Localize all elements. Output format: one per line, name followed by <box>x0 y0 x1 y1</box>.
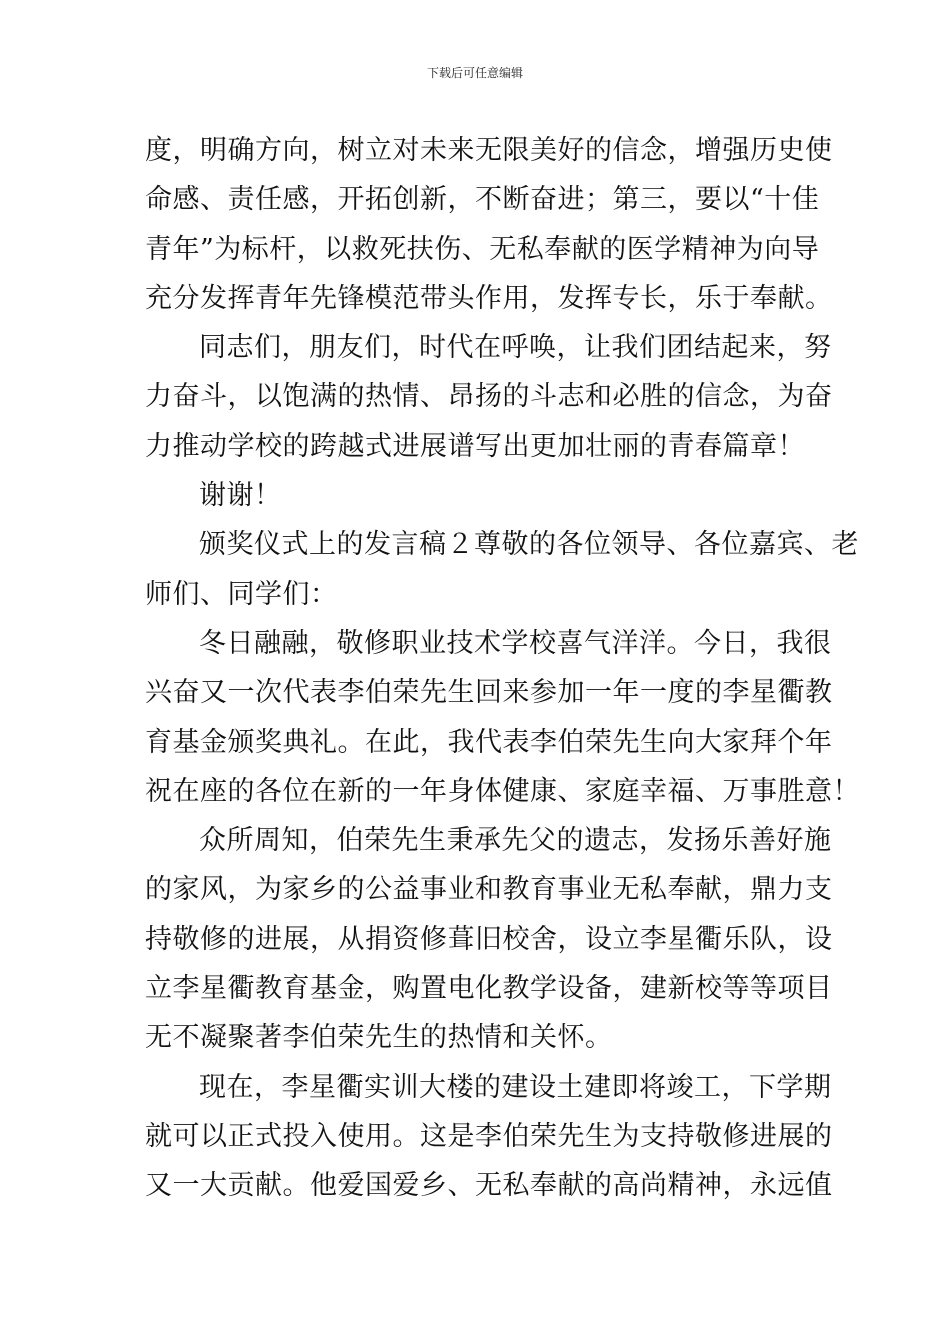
text-line: 度，明确方向，树立对未来无限美好的信念，增强历史使 <box>145 135 833 166</box>
text-line: 青年”为标杆，以救死扶伤、无私奉献的医学精神为向导 <box>145 233 820 265</box>
text-line: 又一大贡献。他爱国爱乡、无私奉献的高尚精神，永远值 <box>145 1170 833 1202</box>
text-line: 立李星衢教育基金，购置电化教学设备，建新校等等项目 <box>145 973 833 1005</box>
text-line: 无不凝聚著李伯荣先生的热情和关怀。 <box>145 1022 613 1054</box>
text-line: 育基金颁奖典礼。在此，我代表李伯荣先生向大家拜个年 <box>145 726 833 758</box>
paragraph-first-line: 同志们，朋友们，时代在呼唤，让我们团结起来，努 <box>199 332 832 364</box>
text-line: 充分发挥青年先锋模范带头作用，发挥专长，乐于奉献。 <box>145 282 833 314</box>
paragraph-first-line: 冬日融融，敬修职业技术学校喜气洋洋。今日，我很 <box>199 627 832 659</box>
text-line: 的家风，为家乡的公益事业和教育事业无私奉献，鼎力支 <box>145 874 833 906</box>
page-header-note: 下载后可任意编辑 <box>426 66 523 80</box>
paragraph-first-line: 谢谢！ <box>199 480 282 512</box>
text-line: 力推动学校的跨越式进展谱写出更加壮丽的青春篇章！ <box>145 430 805 462</box>
document-body <box>145 126 860 1211</box>
text-line: 祝在座的各位在新的一年身体健康、家庭幸福、万事胜意！ <box>145 775 860 807</box>
text-line: 师们、同学们： <box>145 578 338 610</box>
text-line: 就可以正式投入使用。这是李伯荣先生为支持敬修进展的 <box>145 1120 833 1152</box>
text-line: 持敬修的进展，从捐资修葺旧校舍，设立李星衢乐队，设 <box>145 923 833 955</box>
paragraph-first-line: 现在，李星衢实训大楼的建设土建即将竣工，下学期 <box>199 1071 832 1103</box>
text-line: 命感、责任感，开拓创新，不断奋进；第三，要以“十佳 <box>145 184 820 216</box>
paragraph-first-line: 众所周知，伯荣先生秉承先父的遗志，发扬乐善好施 <box>199 825 832 857</box>
paragraph-first-line: 颁奖仪式上的发言稿２尊敬的各位领导、各位嘉宾、老 <box>199 529 859 561</box>
text-line: 力奋斗，以饱满的热情、昂扬的斗志和必胜的信念，为奋 <box>145 381 833 413</box>
text-line: 兴奋又一次代表李伯荣先生回来参加一年一度的李星衢教 <box>145 677 833 709</box>
